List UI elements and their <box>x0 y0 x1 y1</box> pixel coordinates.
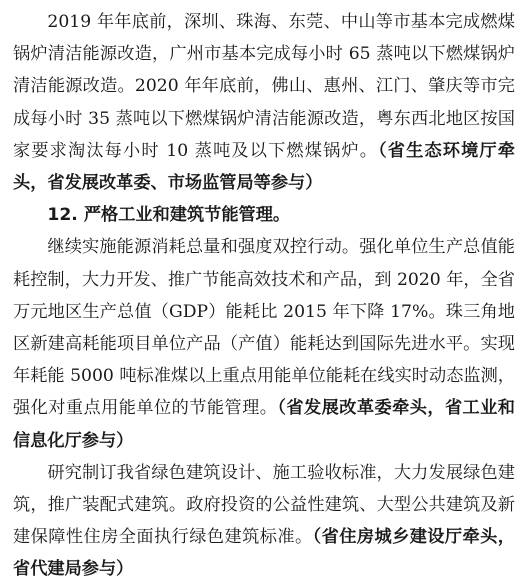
paragraph-text: 继续实施能源消耗总量和强度双控行动。强化单位生产总值能耗控制，大力开发、推广节能高效技术和产品，到 2020 年，全省万元地区生产总值（GDP）能耗比 2015 年下降 17%。珠三角地区新建高耗能项目单位产品（产值）能耗达到国际先进水平。实现年耗能 5000 吨标准煤以上重点用能单位能耗在线实时动态监测，强化对重点用能单位的节能管理。 <box>13 237 515 419</box>
paragraph-boiler-retrofit <box>13 6 515 199</box>
responsibility-note: （省发展改革委牵头，省工业和信息化厅参与） <box>13 398 515 451</box>
paragraph-text: 2019 年年底前，深圳、珠海、东莞、中山等市基本完成燃煤锅炉清洁能源改造，广州市基本完成每小时 65 蒸吨以下燃煤锅炉清洁能源改造。2020 年年底前，佛山、惠州、江门、肇庆等市完成每小时 35 蒸吨以下燃煤锅炉清洁能源改造，粤东西北地区按国家要求淘汰每小时 10 蒸吨及以下燃煤锅炉。 <box>13 12 515 161</box>
responsibility-note: （省住房城乡建设厅牵头，省代建局参与） <box>13 527 515 580</box>
responsibility-note: （省生态环境厅牵头，省发展改革委、市场监管局等参与） <box>13 140 515 194</box>
paragraph-green-building <box>13 457 515 586</box>
section-heading-12: 12. 严格工业和建筑节能管理。 <box>47 205 291 226</box>
paragraph-energy-control <box>13 231 515 456</box>
document-page <box>13 6 515 586</box>
paragraph-text: 研究制订我省绿色建筑设计、施工验收标准，大力发展绿色建筑，推广装配式建筑。政府投资的公益性建筑、大型公共建筑及新建保障性住房全面执行绿色建筑标准。 <box>13 462 515 548</box>
